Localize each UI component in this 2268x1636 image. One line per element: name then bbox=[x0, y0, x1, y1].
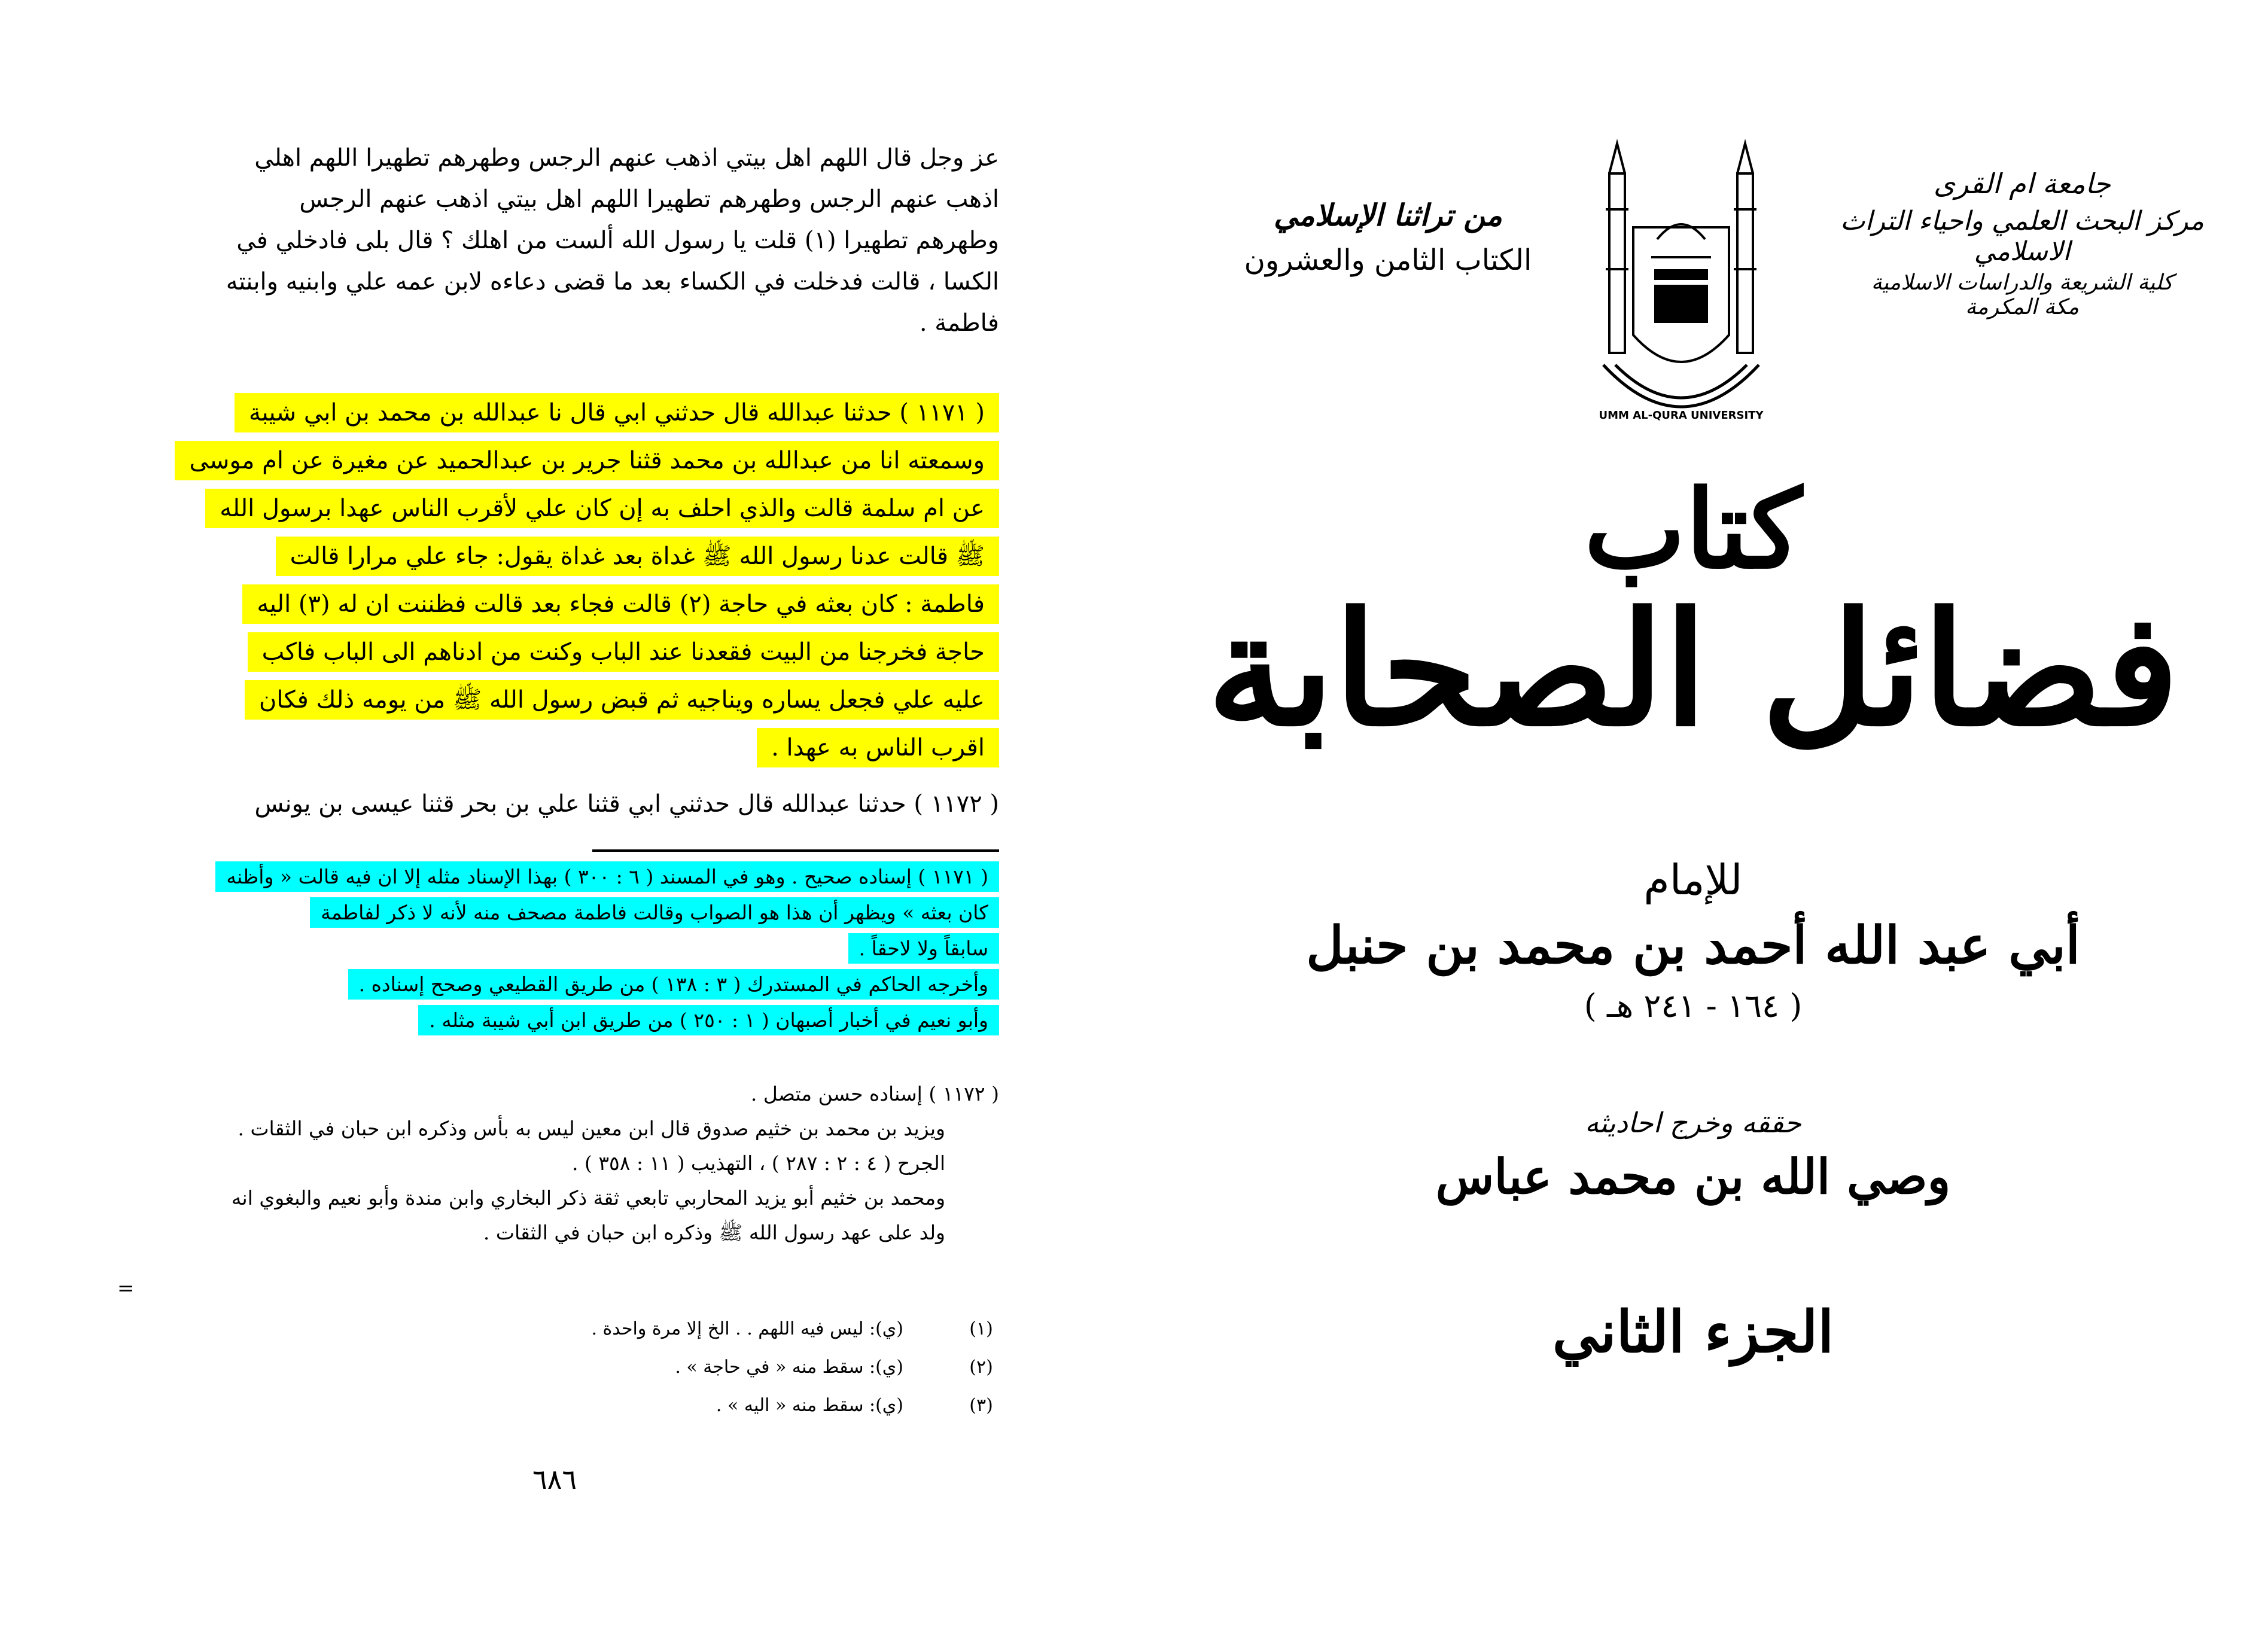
footnote-line: وأبو نعيم في أخبار أصبهان ( ١ : ٢٥٠ ) من طريق ابن أبي شيبة مثله . bbox=[418, 1005, 999, 1035]
university-city: مكة المكرمة bbox=[1965, 295, 2080, 319]
text-line: فاطمة . bbox=[919, 309, 999, 337]
right-page bbox=[1173, 90, 2214, 1525]
footnote-line: ومحمد بن خثيم أبو يزيد المحاربي تابعي ثقة ذكر البخاري وابن مندة وأبو نعيم والبغوي انه bbox=[231, 1186, 945, 1210]
logo-caption: UMM AL-QURA UNIVERSITY bbox=[1599, 409, 1764, 422]
text-line: عليه علي فجعل يساره ويناجيه ثم قبض رسول الله ﷺ من يومه ذلك فكان bbox=[245, 680, 999, 720]
hadith-1171-highlighted bbox=[150, 389, 999, 772]
text-line: الكسا ، قالت فدخلت في الكساء بعد ما قضى دعاءه لابن عمه علي وابنيه وابنته bbox=[226, 268, 999, 295]
footnote-1171-highlighted bbox=[150, 861, 999, 1041]
intro-paragraph bbox=[150, 138, 999, 344]
text-line: ﷺ قالت عدنا رسول الله ﷺ غداة بعد غداة يقول: جاء علي مرارا قالت bbox=[276, 537, 999, 576]
text-line: حاجة فخرجنا من البيت فقعدنا عند الباب وكنت من ادناهم الى الباب فاكب bbox=[248, 632, 999, 672]
author-dates: ( ١٦٤ - ٢٤١ هـ ) bbox=[1584, 987, 1803, 1025]
variant-note-text: (ي): سقط منه « في حاجة » . bbox=[675, 1357, 903, 1378]
series-title: من تراثنا الإسلامي bbox=[1274, 197, 1502, 233]
text-line: ( ١١٧١ ) حدثنا عبدالله قال حدثني ابي قال نا عبدالله بن محمد بن ابي شيبة bbox=[235, 393, 999, 432]
hadith-1172: ( ١١٧٢ ) حدثنا عبدالله قال حدثني ابي قثنا علي بن بحر قثنا عيسى بن يونس bbox=[254, 790, 999, 818]
footnote-line: وأخرجه الحاكم في المستدرك ( ٣ : ١٣٨ ) من طريق القطيعي وصحح إسناده . bbox=[348, 969, 999, 1000]
page-number: ٦٨٦ bbox=[532, 1463, 577, 1495]
footnote-line: كان بعثه » ويظهر أن هذا هو الصواب وقالت فاطمة مصحف منه لأنه لا ذكر لفاطمة bbox=[310, 897, 999, 928]
text-line: اقرب الناس به عهدا . bbox=[757, 728, 999, 767]
text-line: عن ام سلمة قالت والذي احلف به إن كان علي لأقرب الناس عهدا برسول الله bbox=[205, 489, 999, 528]
university-logo-icon bbox=[1591, 138, 1771, 449]
variant-note-number: (٣) bbox=[969, 1395, 993, 1416]
variant-note-text: (ي): سقط منه « اليه » . bbox=[716, 1395, 903, 1416]
by-imam: للإمام bbox=[1643, 855, 1743, 904]
footnote-line: ويزيد بن محمد بن خثيم صدوق قال ابن معين ليس به بأس وذكره ابن حبان في الثقات . bbox=[238, 1117, 945, 1140]
footnote-line: ولد على عهد رسول الله ﷺ وذكره ابن حبان في الثقات . bbox=[483, 1221, 945, 1244]
university-center: مركز البحث العلمي واحياء التراث الاسلامي bbox=[1840, 206, 2204, 267]
variant-note bbox=[150, 1387, 999, 1425]
text-line: فاطمة : كان بعثه في حاجة (٢) قالت فجاء بعد قالت فظننت ان له (٣) اليه bbox=[242, 584, 999, 624]
variant-note bbox=[150, 1310, 999, 1348]
series-block bbox=[1197, 197, 1579, 277]
volume-part: الجزء الثاني bbox=[1552, 1298, 1834, 1366]
variant-note bbox=[150, 1348, 999, 1387]
footnote-line: الجرح ( ٤ : ٢ : ٢٨٧ ) ، التهذيب ( ١١ : ٣٥٨ ) . bbox=[571, 1151, 945, 1175]
author-name: أبي عبد الله أحمد بن محمد بن حنبل bbox=[1306, 915, 2080, 976]
variant-note-number: (٢) bbox=[969, 1357, 993, 1378]
footnote-line: سابقاً ولا لاحقاً . bbox=[848, 933, 999, 964]
margin-mark: = bbox=[117, 1276, 135, 1300]
university-block bbox=[1831, 167, 2214, 319]
footnote-1172 bbox=[150, 1077, 999, 1250]
text-line: اذهب عنهم الرجس وطهرهم تطهيرا اللهم اهل بيتي اذهب عنهم الرجس bbox=[299, 185, 999, 213]
left-page bbox=[138, 126, 999, 1537]
kitab-heading: كتاب bbox=[1584, 467, 1803, 593]
editor-name: وصي الله بن محمد عباس bbox=[1435, 1148, 1951, 1205]
footnote-separator bbox=[592, 849, 999, 852]
variant-note-text: (ي): ليس فيه اللهم . . الخ إلا مرة واحدة . bbox=[591, 1318, 903, 1339]
footnote-line: ( ١١٧١ ) إسناده صحيح . وهو في المسند ( ٦ : ٣٠٠ ) بهذا الإسناد مثله إلا ان فيه قالت « وأظنه bbox=[215, 861, 999, 892]
university-college: كلية الشريعة والدراسات الاسلامية bbox=[1871, 270, 2173, 295]
series-number: الكتاب الثامن والعشرون bbox=[1244, 243, 1532, 277]
text-line: وطهرهم تطهيرا (١) قلت يا رسول الله ألست من اهلك ؟ قال بلى فادخلي في bbox=[236, 227, 999, 254]
edited-by-label: حققه وخرج احاديثه bbox=[1585, 1107, 1801, 1139]
book-title: فضائل الصحابة bbox=[1207, 578, 2179, 761]
text-line: عز وجل قال اللهم اهل بيتي اذهب عنهم الرجس وطهرهم تطهيرا اللهم اهلي bbox=[254, 144, 999, 172]
text-line: وسمعته انا من عبدالله بن محمد قثنا جرير بن عبدالحميد عن مغيرة عن ام موسى bbox=[175, 441, 999, 480]
variant-note-number: (١) bbox=[969, 1318, 993, 1339]
university-name: جامعة ام القرى bbox=[1934, 167, 2111, 200]
variant-notes bbox=[150, 1310, 999, 1425]
footnote-line: ( ١١٧٢ ) إسناده حسن متصل . bbox=[750, 1082, 999, 1105]
